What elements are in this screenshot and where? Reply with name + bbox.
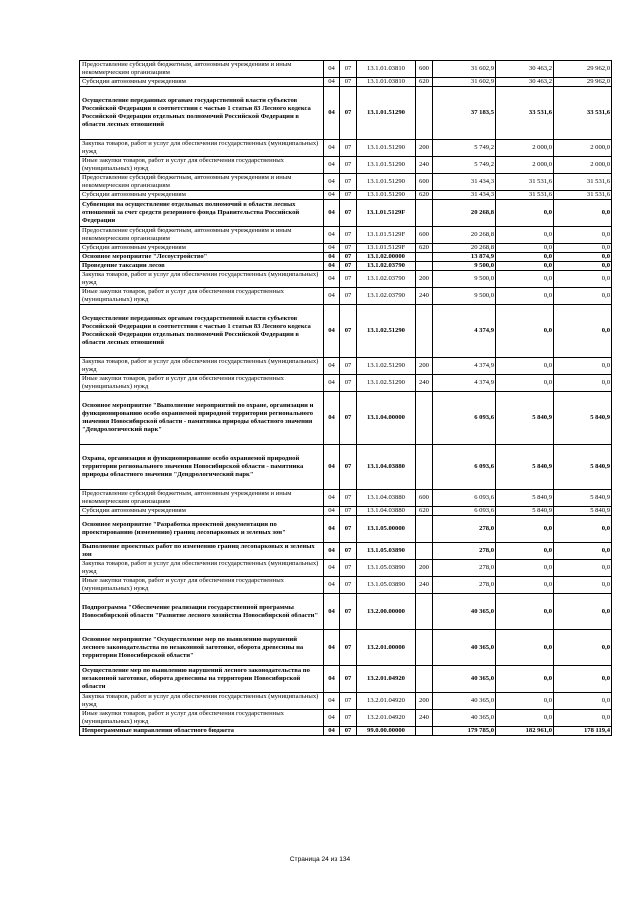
row-name: Основное мероприятие "Выполнение мероприятий по охране, организации и функционированию особо охраняемой природной территории регионального значения Новосибирской области - памятника природы областного значения "Дендрологический парк"	[80, 392, 324, 445]
target-article-code: 13.1.05.03890	[357, 560, 416, 577]
expense-type-code	[416, 594, 433, 630]
target-article-code: 13.2.01.04920	[357, 666, 416, 693]
section-code: 04	[324, 174, 340, 191]
table-row	[80, 358, 612, 375]
amount-year-3: 0,0	[554, 271, 612, 288]
amount-year-2: 0,0	[496, 693, 554, 710]
expense-type-code: 240	[416, 157, 433, 174]
table-row	[80, 288, 612, 305]
subsection-code: 07	[340, 253, 357, 262]
amount-year-3: 178 119,4	[554, 727, 612, 736]
expense-type-code: 620	[416, 507, 433, 516]
subsection-code: 07	[340, 727, 357, 736]
section-code: 04	[324, 244, 340, 253]
amount-year-2: 2 000,0	[496, 140, 554, 157]
table-row	[80, 516, 612, 543]
table-row	[80, 392, 612, 445]
amount-year-2: 31 531,6	[496, 174, 554, 191]
table-row	[80, 253, 612, 262]
amount-year-1: 278,0	[433, 543, 496, 560]
subsection-code: 07	[340, 594, 357, 630]
expense-type-code: 200	[416, 560, 433, 577]
expense-type-code	[416, 200, 433, 227]
target-article-code: 13.1.01.51290	[357, 87, 416, 140]
expense-type-code	[416, 305, 433, 358]
amount-year-2: 0,0	[496, 710, 554, 727]
amount-year-1: 6 093,6	[433, 445, 496, 490]
table-row	[80, 375, 612, 392]
subsection-code: 07	[340, 375, 357, 392]
amount-year-1: 20 268,8	[433, 200, 496, 227]
amount-year-3: 0,0	[554, 305, 612, 358]
table-row	[80, 244, 612, 253]
subsection-code: 07	[340, 392, 357, 445]
subsection-code: 07	[340, 87, 357, 140]
target-article-code: 13.1.01.51290	[357, 140, 416, 157]
subsection-code: 07	[340, 560, 357, 577]
subsection-code: 07	[340, 490, 357, 507]
amount-year-2: 33 531,6	[496, 87, 554, 140]
amount-year-1: 13 874,9	[433, 253, 496, 262]
amount-year-1: 31 434,3	[433, 174, 496, 191]
table-row	[80, 560, 612, 577]
expense-type-code	[416, 392, 433, 445]
amount-year-1: 40 365,0	[433, 666, 496, 693]
section-code: 04	[324, 543, 340, 560]
subsection-code: 07	[340, 710, 357, 727]
amount-year-3: 0,0	[554, 358, 612, 375]
amount-year-1: 20 268,8	[433, 244, 496, 253]
row-name: Иные закупки товаров, работ и услуг для обеспечения государственных (муниципальных) нужд	[80, 375, 324, 392]
amount-year-3: 5 840,9	[554, 445, 612, 490]
expense-type-code: 600	[416, 61, 433, 78]
subsection-code: 07	[340, 140, 357, 157]
expense-type-code	[416, 262, 433, 271]
amount-year-3: 29 962,0	[554, 61, 612, 78]
target-article-code: 13.1.05.03890	[357, 577, 416, 594]
target-article-code: 13.2.01.00000	[357, 630, 416, 666]
table-row	[80, 594, 612, 630]
table-row	[80, 262, 612, 271]
subsection-code: 07	[340, 262, 357, 271]
section-code: 04	[324, 594, 340, 630]
subsection-code: 07	[340, 445, 357, 490]
table-row	[80, 61, 612, 78]
section-code: 04	[324, 577, 340, 594]
subsection-code: 07	[340, 191, 357, 200]
amount-year-1: 9 500,0	[433, 262, 496, 271]
subsection-code: 07	[340, 61, 357, 78]
section-code: 04	[324, 727, 340, 736]
amount-year-2: 0,0	[496, 244, 554, 253]
table-row	[80, 305, 612, 358]
section-code: 04	[324, 693, 340, 710]
section-code: 04	[324, 358, 340, 375]
expense-type-code: 600	[416, 174, 433, 191]
target-article-code: 13.1.02.00000	[357, 253, 416, 262]
amount-year-2: 0,0	[496, 305, 554, 358]
amount-year-3: 0,0	[554, 288, 612, 305]
amount-year-3: 0,0	[554, 710, 612, 727]
amount-year-2: 0,0	[496, 666, 554, 693]
section-code: 04	[324, 445, 340, 490]
amount-year-1: 40 365,0	[433, 693, 496, 710]
amount-year-2: 0,0	[496, 594, 554, 630]
table-row	[80, 157, 612, 174]
amount-year-1: 6 093,6	[433, 490, 496, 507]
amount-year-1: 31 602,9	[433, 78, 496, 87]
table-row	[80, 200, 612, 227]
amount-year-1: 9 500,0	[433, 288, 496, 305]
target-article-code: 13.1.05.00000	[357, 516, 416, 543]
amount-year-3: 0,0	[554, 516, 612, 543]
amount-year-2: 30 463,2	[496, 61, 554, 78]
expense-type-code: 200	[416, 140, 433, 157]
section-code: 04	[324, 61, 340, 78]
target-article-code: 13.1.01.51290	[357, 157, 416, 174]
subsection-code: 07	[340, 78, 357, 87]
amount-year-2: 0,0	[496, 262, 554, 271]
section-code: 04	[324, 262, 340, 271]
row-name: Осуществление переданных органам государственной власти субъектов Российской Федерации в соответствии с частью 1 статьи 83 Лесного кодекса Российской Федерации отдельных полномочий Российской Федерации в области лесных отношений	[80, 305, 324, 358]
target-article-code: 13.1.04.03880	[357, 507, 416, 516]
target-article-code: 13.1.02.03790	[357, 262, 416, 271]
expense-type-code: 600	[416, 227, 433, 244]
section-code: 04	[324, 666, 340, 693]
target-article-code: 13.1.04.00000	[357, 392, 416, 445]
amount-year-1: 4 374,9	[433, 358, 496, 375]
amount-year-3: 0,0	[554, 262, 612, 271]
amount-year-2: 0,0	[496, 271, 554, 288]
amount-year-2: 0,0	[496, 288, 554, 305]
row-name: Субсидии автономным учреждениям	[80, 78, 324, 87]
target-article-code: 13.1.01.51290	[357, 174, 416, 191]
expense-type-code: 240	[416, 710, 433, 727]
row-name: Иные закупки товаров, работ и услуг для обеспечения государственных (муниципальных) нужд	[80, 157, 324, 174]
row-name: Основное мероприятие "Лесоустройство"	[80, 253, 324, 262]
target-article-code: 99.0.00.00000	[357, 727, 416, 736]
section-code: 04	[324, 227, 340, 244]
table-row	[80, 140, 612, 157]
amount-year-3: 0,0	[554, 227, 612, 244]
amount-year-1: 278,0	[433, 577, 496, 594]
amount-year-1: 37 183,5	[433, 87, 496, 140]
amount-year-2: 0,0	[496, 375, 554, 392]
row-name: Охрана, организация и функционирование особо охраняемой природной территории регионального значения Новосибирской области - памятника природы областного значения "Дендрологический парк"	[80, 445, 324, 490]
amount-year-3: 31 531,6	[554, 191, 612, 200]
amount-year-3: 0,0	[554, 577, 612, 594]
row-name: Предоставление субсидий бюджетным, автономным учреждениям и иным некоммерческим организациям	[80, 174, 324, 191]
amount-year-1: 278,0	[433, 560, 496, 577]
amount-year-2: 0,0	[496, 358, 554, 375]
amount-year-2: 5 840,9	[496, 445, 554, 490]
table-row	[80, 710, 612, 727]
amount-year-2: 5 840,9	[496, 507, 554, 516]
amount-year-1: 40 365,0	[433, 630, 496, 666]
amount-year-3: 0,0	[554, 666, 612, 693]
amount-year-2: 0,0	[496, 577, 554, 594]
expense-type-code	[416, 727, 433, 736]
row-name: Предоставление субсидий бюджетным, автономным учреждениям и иным некоммерческим организациям	[80, 227, 324, 244]
table-row	[80, 191, 612, 200]
table-row	[80, 227, 612, 244]
subsection-code: 07	[340, 288, 357, 305]
expense-type-code: 240	[416, 577, 433, 594]
subsection-code: 07	[340, 516, 357, 543]
row-name: Проведение таксации лесов	[80, 262, 324, 271]
row-name: Предоставление субсидий бюджетным, автономным учреждениям и иным некоммерческим организациям	[80, 61, 324, 78]
row-name: Закупка товаров, работ и услуг для обеспечения государственных (муниципальных) нужд	[80, 693, 324, 710]
section-code: 04	[324, 710, 340, 727]
amount-year-1: 179 785,0	[433, 727, 496, 736]
expense-type-code	[416, 543, 433, 560]
row-name: Иные закупки товаров, работ и услуг для обеспечения государственных (муниципальных) нужд	[80, 710, 324, 727]
amount-year-2: 30 463,2	[496, 78, 554, 87]
amount-year-2: 0,0	[496, 560, 554, 577]
target-article-code: 13.1.04.03880	[357, 445, 416, 490]
expense-type-code: 620	[416, 78, 433, 87]
amount-year-3: 5 840,9	[554, 392, 612, 445]
expense-type-code: 240	[416, 375, 433, 392]
section-code: 04	[324, 305, 340, 358]
amount-year-2: 5 840,9	[496, 392, 554, 445]
table-row	[80, 445, 612, 490]
subsection-code: 07	[340, 507, 357, 516]
section-code: 04	[324, 253, 340, 262]
expense-type-code	[416, 87, 433, 140]
row-name: Подпрограмма "Обеспечение реализации государственной программы Новосибирской области "Развитие лесного хозяйства Новосибирской области"	[80, 594, 324, 630]
section-code: 04	[324, 560, 340, 577]
target-article-code: 13.2.01.04920	[357, 693, 416, 710]
section-code: 04	[324, 200, 340, 227]
amount-year-2: 182 961,0	[496, 727, 554, 736]
amount-year-1: 31 602,9	[433, 61, 496, 78]
target-article-code: 13.1.02.51290	[357, 305, 416, 358]
target-article-code: 13.1.04.03880	[357, 490, 416, 507]
amount-year-2: 0,0	[496, 516, 554, 543]
target-article-code: 13.1.02.51290	[357, 375, 416, 392]
row-name: Выполнение проектных работ по изменению границ лесопарковых и зеленых зон	[80, 543, 324, 560]
amount-year-1: 5 749,2	[433, 157, 496, 174]
section-code: 04	[324, 288, 340, 305]
amount-year-1: 20 268,8	[433, 227, 496, 244]
table-row	[80, 543, 612, 560]
amount-year-2: 31 531,6	[496, 191, 554, 200]
subsection-code: 07	[340, 227, 357, 244]
subsection-code: 07	[340, 666, 357, 693]
target-article-code: 13.1.02.51290	[357, 358, 416, 375]
amount-year-1: 9 500,0	[433, 271, 496, 288]
row-name: Основное мероприятие "Осуществление мер по выявлению нарушений лесного законодательства по незаконной заготовке, оборота древесины на территории Новосибирской области"	[80, 630, 324, 666]
expense-type-code: 620	[416, 191, 433, 200]
amount-year-3: 0,0	[554, 244, 612, 253]
target-article-code: 13.1.01.51290	[357, 191, 416, 200]
row-name: Основное мероприятие "Разработка проектной документации по проектированию (изменению) границ лесопарковых и зеленых зон"	[80, 516, 324, 543]
amount-year-3: 31 531,6	[554, 174, 612, 191]
table-row	[80, 271, 612, 288]
row-name: Закупка товаров, работ и услуг для обеспечения государственных (муниципальных) нужд	[80, 358, 324, 375]
amount-year-1: 31 434,3	[433, 191, 496, 200]
target-article-code: 13.1.01.03810	[357, 61, 416, 78]
expense-type-code	[416, 666, 433, 693]
section-code: 04	[324, 157, 340, 174]
amount-year-2: 2 000,0	[496, 157, 554, 174]
row-name: Непрограммные направления областного бюджета	[80, 727, 324, 736]
target-article-code: 13.1.02.03790	[357, 271, 416, 288]
amount-year-3: 5 840,9	[554, 490, 612, 507]
row-name: Закупка товаров, работ и услуг для обеспечения государственных (муниципальных) нужд	[80, 140, 324, 157]
section-code: 04	[324, 507, 340, 516]
section-code: 04	[324, 516, 340, 543]
section-code: 04	[324, 87, 340, 140]
table-row	[80, 630, 612, 666]
expense-type-code: 200	[416, 693, 433, 710]
section-code: 04	[324, 490, 340, 507]
amount-year-3: 29 962,0	[554, 78, 612, 87]
target-article-code: 13.1.05.03890	[357, 543, 416, 560]
section-code: 04	[324, 630, 340, 666]
subsection-code: 07	[340, 543, 357, 560]
subsection-code: 07	[340, 693, 357, 710]
subsection-code: 07	[340, 200, 357, 227]
section-code: 04	[324, 78, 340, 87]
amount-year-3: 0,0	[554, 253, 612, 262]
amount-year-2: 0,0	[496, 630, 554, 666]
amount-year-3: 0,0	[554, 560, 612, 577]
amount-year-3: 0,0	[554, 630, 612, 666]
row-name: Субсидии автономным учреждениям	[80, 507, 324, 516]
amount-year-2: 0,0	[496, 200, 554, 227]
amount-year-1: 40 365,0	[433, 594, 496, 630]
expense-type-code: 620	[416, 244, 433, 253]
amount-year-1: 6 093,6	[433, 392, 496, 445]
subsection-code: 07	[340, 157, 357, 174]
table-row	[80, 693, 612, 710]
subsection-code: 07	[340, 244, 357, 253]
target-article-code: 13.1.01.03810	[357, 78, 416, 87]
amount-year-3: 2 000,0	[554, 140, 612, 157]
table-body	[80, 61, 612, 736]
section-code: 04	[324, 140, 340, 157]
amount-year-3: 33 531,6	[554, 87, 612, 140]
target-article-code: 13.2.01.04920	[357, 710, 416, 727]
table-row	[80, 174, 612, 191]
subsection-code: 07	[340, 271, 357, 288]
budget-table	[79, 60, 612, 736]
subsection-code: 07	[340, 358, 357, 375]
target-article-code: 13.1.01.5129F	[357, 227, 416, 244]
amount-year-1: 4 374,9	[433, 305, 496, 358]
amount-year-1: 5 749,2	[433, 140, 496, 157]
amount-year-3: 0,0	[554, 543, 612, 560]
subsection-code: 07	[340, 577, 357, 594]
table-row	[80, 507, 612, 516]
subsection-code: 07	[340, 305, 357, 358]
table-row	[80, 577, 612, 594]
amount-year-2: 0,0	[496, 227, 554, 244]
expense-type-code: 600	[416, 490, 433, 507]
row-name: Предоставление субсидий бюджетным, автономным учреждениям и иным некоммерческим организациям	[80, 490, 324, 507]
table-row	[80, 87, 612, 140]
section-code: 04	[324, 392, 340, 445]
row-name: Иные закупки товаров, работ и услуг для обеспечения государственных (муниципальных) нужд	[80, 288, 324, 305]
expense-type-code: 200	[416, 271, 433, 288]
row-name: Закупка товаров, работ и услуг для обеспечения государственных (муниципальных) нужд	[80, 271, 324, 288]
target-article-code: 13.1.01.5129F	[357, 244, 416, 253]
expense-type-code	[416, 445, 433, 490]
amount-year-3: 0,0	[554, 375, 612, 392]
row-name: Субсидии автономным учреждениям	[80, 244, 324, 253]
amount-year-3: 0,0	[554, 200, 612, 227]
row-name: Субвенция на осуществление отдельных полномочий в области лесных отношений за счет средств резервного фонда Правительства Российской Федерации	[80, 200, 324, 227]
amount-year-2: 5 840,9	[496, 490, 554, 507]
subsection-code: 07	[340, 630, 357, 666]
amount-year-2: 0,0	[496, 253, 554, 262]
amount-year-1: 40 365,0	[433, 710, 496, 727]
row-name: Закупка товаров, работ и услуг для обеспечения государственных (муниципальных) нужд	[80, 560, 324, 577]
target-article-code: 13.1.01.5129F	[357, 200, 416, 227]
section-code: 04	[324, 191, 340, 200]
page-number: Страница 24 из 134	[289, 856, 351, 863]
section-code: 04	[324, 271, 340, 288]
row-name: Осуществление мер по выявлению нарушений лесного законодательства по незаконной заготовке, оборота древесины на территории Новосибирской области	[80, 666, 324, 693]
row-name: Осуществление переданных органам государственной власти субъектов Российской Федерации в соответствии с частью 1 статьи 83 Лесного кодекса Российской Федерации отдельных полномочий Российской Федерации в области лесных отношений	[80, 87, 324, 140]
section-code: 04	[324, 375, 340, 392]
row-name: Иные закупки товаров, работ и услуг для обеспечения государственных (муниципальных) нужд	[80, 577, 324, 594]
amount-year-1: 4 374,9	[433, 375, 496, 392]
row-name: Субсидии автономным учреждениям	[80, 191, 324, 200]
table-row	[80, 78, 612, 87]
expense-type-code: 240	[416, 288, 433, 305]
amount-year-3: 5 840,9	[554, 507, 612, 516]
expense-type-code: 200	[416, 358, 433, 375]
expense-type-code	[416, 253, 433, 262]
subsection-code: 07	[340, 174, 357, 191]
amount-year-3: 2 000,0	[554, 157, 612, 174]
table-row	[80, 490, 612, 507]
expense-type-code	[416, 630, 433, 666]
amount-year-1: 278,0	[433, 516, 496, 543]
amount-year-2: 0,0	[496, 543, 554, 560]
amount-year-1: 6 093,6	[433, 507, 496, 516]
table-row	[80, 666, 612, 693]
table-row	[80, 727, 612, 736]
target-article-code: 13.2.00.00000	[357, 594, 416, 630]
amount-year-3: 0,0	[554, 693, 612, 710]
expense-type-code	[416, 516, 433, 543]
amount-year-3: 0,0	[554, 594, 612, 630]
target-article-code: 13.1.02.03790	[357, 288, 416, 305]
